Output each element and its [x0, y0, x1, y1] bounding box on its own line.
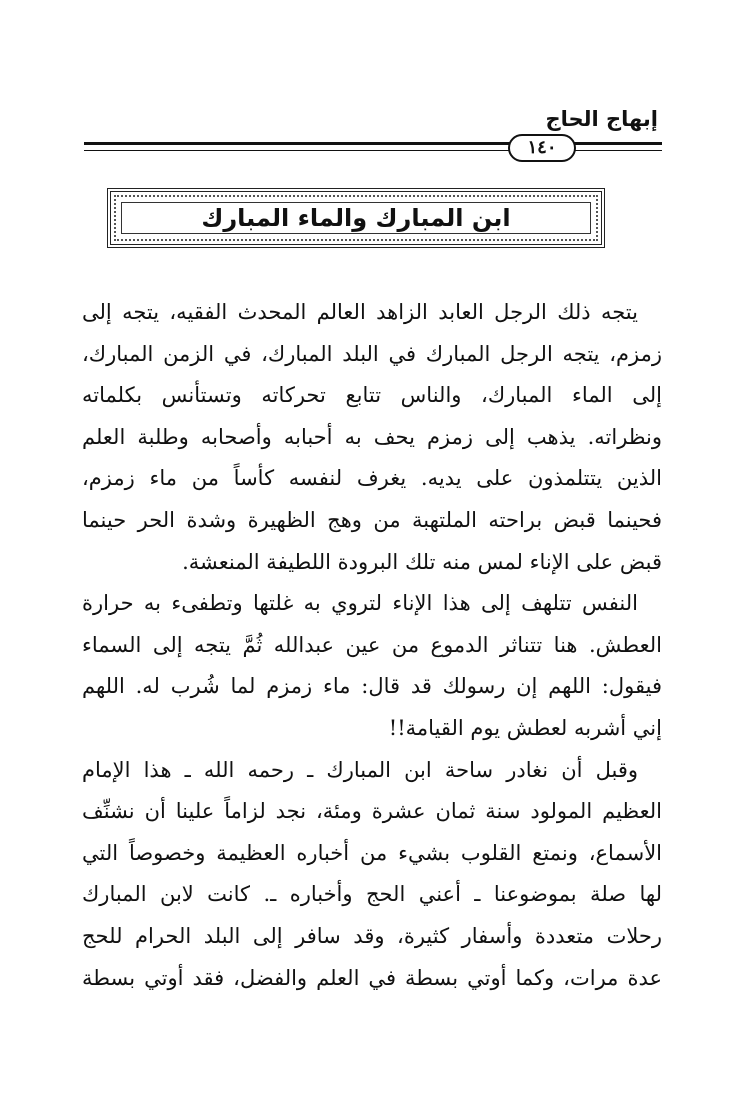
text-line: الأسماع، ونمتع القلوب بشيء من أخباره العظيمة وخصوصاً التي [82, 840, 662, 865]
text-line: عدة مرات، وكما أوتي بسطة في العلم والفضل، فقد أوتي بسطة [82, 965, 662, 990]
text-line: يتجه ذلك الرجل العابد الزاهد العالم المحدث الفقيه، يتجه إلى [82, 300, 638, 324]
section-title-frame [107, 188, 605, 248]
text-line: الذين يتتلمذون على يديه. يغرف لنفسه كأساً من ماء زمزم، [82, 466, 662, 491]
text-line: العطش. هنا تتناثر الدموع من عين عبدالله ثُمَّ يتجه إلى السماء [82, 632, 662, 657]
text-line: وقبل أن نغادر ساحة ابن المبارك ـ رحمه الله ـ هذا الإمام [82, 757, 638, 782]
text-line: النفس تتلهف إلى هذا الإناء لتروي به غلتها وتطفىء به حرارة [82, 591, 638, 616]
text-line: رحلات متعددة وأسفار كثيرة، وقد سافر إلى البلد الحرام للحج [82, 923, 662, 948]
text-line: ونظراته. يذهب إلى زمزم يحف به أحبابه وأصحابه وطلبة العلم [82, 424, 662, 449]
text-line: فحينما قبض براحته الملتهبة من وهج الظهيرة وشدة الحر حينما [82, 507, 662, 532]
text-line: العظيم المولود سنة ثمان عشرة ومئة، نجد لزاماً علينا أن نشنِّف [82, 799, 662, 824]
section-title: ابن المبارك والماء المبارك [201, 204, 511, 232]
text-line: فيقول: اللهم إن رسولك قد قال: ماء زمزم لما شُرب له. اللهم [82, 674, 662, 699]
text-line: لها صلة بموضوعنا ـ أعني الحج وأخباره ـ. كانت لابن المبارك [82, 882, 662, 907]
text-line: زمزم، يتجه الرجل المبارك في البلد المبارك، في الزمن المبارك، [82, 341, 662, 366]
text-line: إني أشربه لعطش يوم القيامة!! [388, 715, 662, 740]
text-line: قبض على الإناء لمس منه تلك البرودة اللطيفة المنعشة. [182, 549, 662, 574]
body-text [82, 292, 662, 1012]
page-number: ١٤٠ [508, 134, 576, 162]
text-line: إلى الماء المبارك، والناس تتابع تحركاته وتستأنس بكلماته [82, 383, 662, 408]
book-title: إبهاج الحاج [545, 107, 658, 131]
page-header [84, 104, 662, 160]
